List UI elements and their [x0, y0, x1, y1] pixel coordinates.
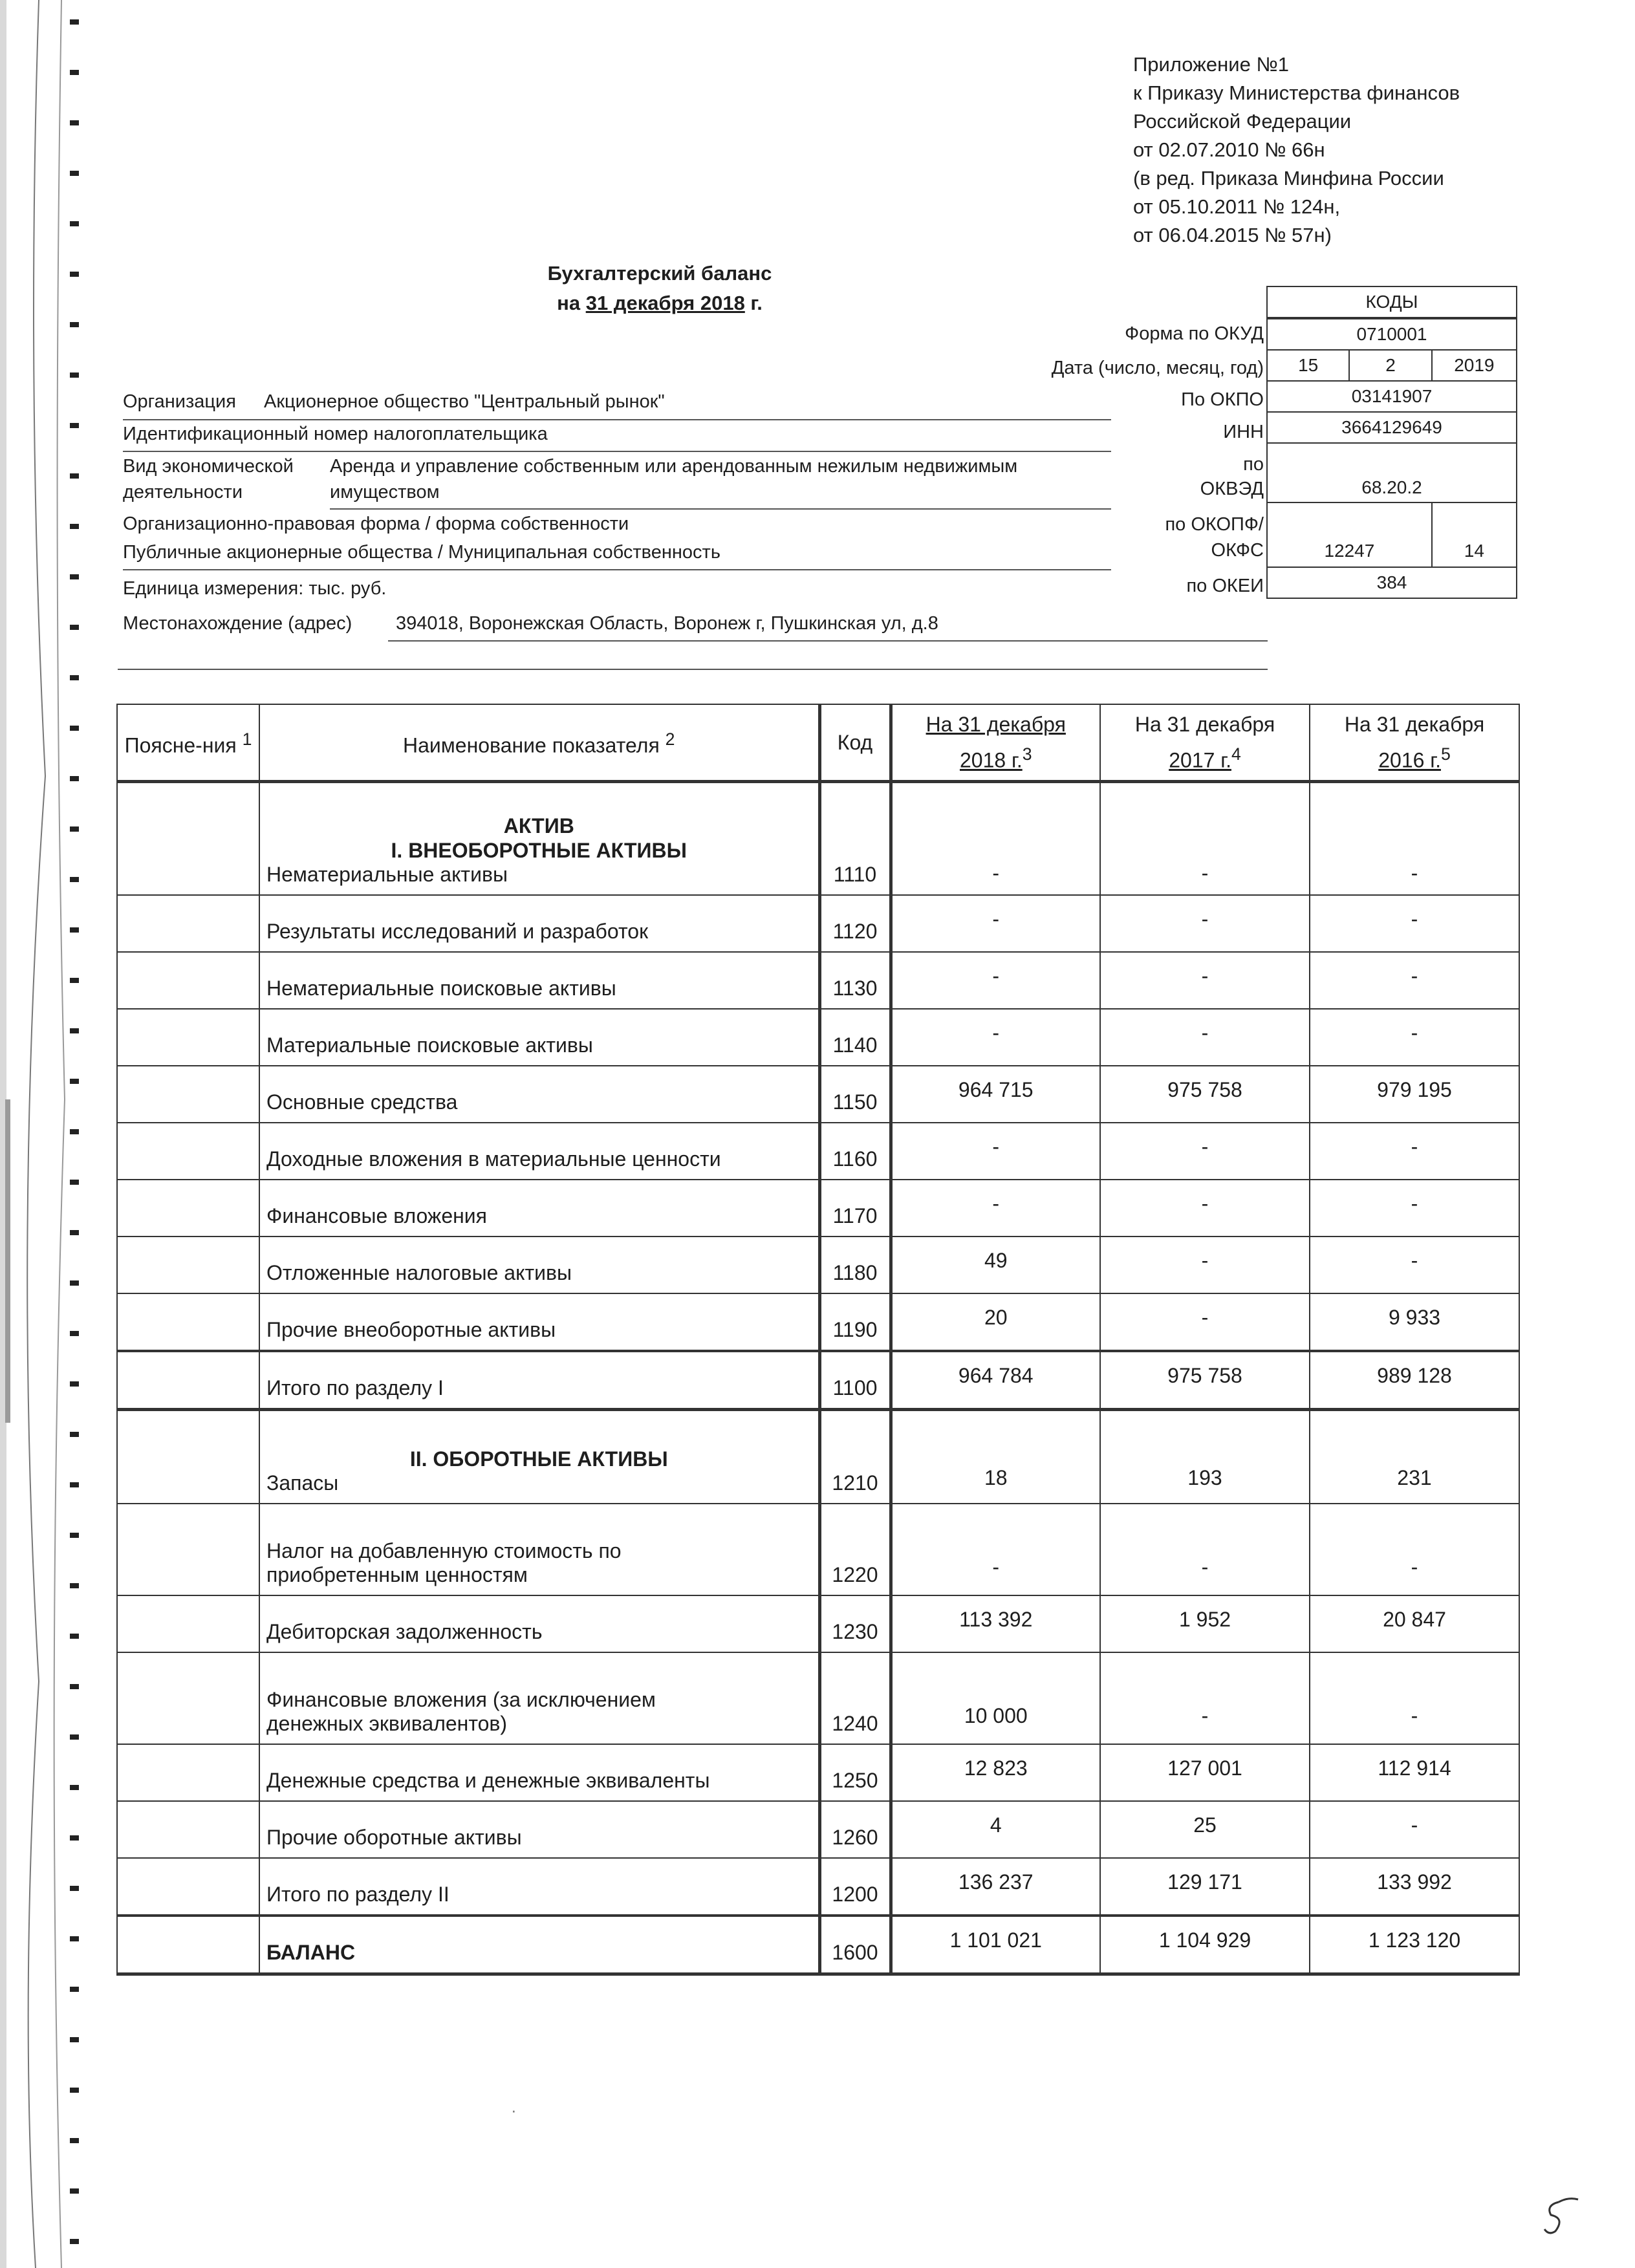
form-value: Публичные акционерные общества / Муниципальная собственность: [123, 542, 720, 563]
row-value-2016: 20 847: [1310, 1595, 1519, 1652]
row-name: Итого по разделу I: [259, 1351, 819, 1410]
okud-label: Форма по ОКУД: [1125, 323, 1264, 344]
rule: [123, 451, 1111, 452]
section-title: АКТИВ: [503, 814, 574, 837]
row-name: Отложенные налоговые активы: [259, 1237, 819, 1293]
binder-hole: [70, 1734, 79, 1740]
row-value-2018: -: [891, 1123, 1100, 1180]
okfs-value: 14: [1432, 502, 1517, 567]
row-code: 1140: [819, 1009, 891, 1066]
row-value-2016: -: [1310, 895, 1519, 952]
row-value-2017: 1 104 929: [1100, 1916, 1310, 1974]
binder-hole: [70, 423, 79, 428]
row-value-2016: -: [1310, 1801, 1519, 1858]
table-row: [117, 952, 1519, 1009]
row-name-line1: Финансовые вложения (за исключением: [266, 1688, 656, 1711]
row-name: Дебиторская задолженность: [259, 1595, 819, 1652]
row-value-2016: -: [1310, 1237, 1519, 1293]
header-2018: [891, 704, 1100, 782]
binder-hole: [70, 1230, 79, 1235]
row-value-2018: -: [891, 1504, 1100, 1595]
row-value-2018: 10 000: [891, 1652, 1100, 1744]
binder-hole: [70, 373, 79, 378]
row-value-2016: 979 195: [1310, 1066, 1519, 1123]
binder-hole: [70, 1684, 79, 1689]
header-2017-line2: [1107, 739, 1303, 775]
appendix-note: [1133, 50, 1460, 250]
header-note-sup: 1: [242, 729, 252, 750]
binder-hole: [70, 927, 79, 933]
row-value-2018: -: [891, 1180, 1100, 1237]
row-code: 1170: [819, 1180, 891, 1237]
binder-hole: [70, 19, 79, 25]
binder-hole: [70, 2138, 79, 2143]
address-label: Местонахождение (адрес): [123, 613, 352, 634]
table-row: [117, 1744, 1519, 1801]
binder-marks: [0, 0, 97, 2268]
header-name-sup: 2: [665, 729, 675, 750]
table-row: [117, 1123, 1519, 1180]
appendix-line: от 05.10.2011 № 124н,: [1133, 195, 1341, 218]
header-2018-year: 2018 г.: [959, 748, 1023, 772]
row-name: Денежные средства и денежные эквиваленты: [259, 1744, 819, 1801]
table-row: [117, 1504, 1519, 1595]
table-row: [117, 1066, 1519, 1123]
binder-hole: [70, 1835, 79, 1841]
row-code: 1110: [819, 782, 891, 896]
okpo-value: 03141907: [1267, 381, 1517, 412]
row-value-2018: -: [891, 1009, 1100, 1066]
header-2018-line2: [899, 739, 1094, 775]
table-row: [117, 895, 1519, 952]
binder-hole: [70, 221, 79, 226]
binder-hole: [70, 1129, 79, 1134]
table-row: [117, 1237, 1519, 1293]
activity-label-2: деятельности: [123, 482, 243, 502]
table-row-subtotal: [117, 1858, 1519, 1916]
row-value-2016: -: [1310, 782, 1519, 896]
row-name: Финансовые вложения: [259, 1180, 819, 1237]
binder-hole: [70, 877, 79, 882]
document-title: [492, 259, 828, 318]
okved-label-2: ОКВЭД: [1200, 479, 1264, 499]
rule: [123, 419, 1111, 420]
row-code: 1190: [819, 1293, 891, 1351]
row-value-2017: 975 758: [1100, 1351, 1310, 1410]
inn-value: 3664129649: [1267, 412, 1517, 443]
row-value-2017: 127 001: [1100, 1744, 1310, 1801]
table-row: [117, 782, 1519, 896]
row-name: Результаты исследований и разработок: [259, 895, 819, 952]
row-code: 1260: [819, 1801, 891, 1858]
row-name-line1: Налог на добавленную стоимость по: [266, 1539, 622, 1562]
binder-hole: [70, 1079, 79, 1084]
binder-hole: [70, 2037, 79, 2042]
row-code: 1130: [819, 952, 891, 1009]
row-name: Нематериальные поисковые активы: [259, 952, 819, 1009]
binder-hole: [70, 2239, 79, 2244]
row-code: 1100: [819, 1351, 891, 1410]
row-value-2017: -: [1100, 1180, 1310, 1237]
okved-value: 68.20.2: [1267, 443, 1517, 502]
codes-header: КОДЫ: [1267, 286, 1517, 318]
binder-hole: [70, 1331, 79, 1336]
row-code: 1240: [819, 1652, 891, 1744]
inn-code-label: ИНН: [1223, 422, 1264, 442]
row-value-2017: 975 758: [1100, 1066, 1310, 1123]
binder-hole: [70, 171, 79, 176]
okpo-label: По ОКПО: [1181, 389, 1264, 410]
date-month: 2: [1349, 350, 1431, 381]
title-line-1: Бухгалтерский баланс: [547, 262, 772, 285]
header-note: [117, 704, 259, 782]
date-year: 2019: [1432, 350, 1517, 381]
address-value: 394018, Воронежская Область, Воронеж г, Пушкинская ул, д.8: [396, 613, 938, 634]
row-value-2016: -: [1310, 1180, 1519, 1237]
title-date: 31 декабря 2018: [585, 292, 745, 314]
row-name: Основные средства: [259, 1066, 819, 1123]
binder-hole: [70, 826, 79, 832]
unit-label: Единица измерения: тыс. руб.: [123, 578, 387, 599]
row-code: 1200: [819, 1858, 891, 1916]
activity-label-1: Вид экономической: [123, 456, 294, 477]
row-value-2017: 1 952: [1100, 1595, 1310, 1652]
row-value-2018: -: [891, 952, 1100, 1009]
row-value-2017: -: [1100, 1504, 1310, 1595]
row-value-2017: 193: [1100, 1410, 1310, 1504]
row-value-2016: 1 123 120: [1310, 1916, 1519, 1974]
row-value-2018: 113 392: [891, 1595, 1100, 1652]
row-code: 1250: [819, 1744, 891, 1801]
table-row: [117, 1595, 1519, 1652]
row-name: Итого по разделу II: [259, 1858, 819, 1916]
okud-value: 0710001: [1267, 318, 1517, 350]
table-row: [117, 1180, 1519, 1237]
binder-hole: [70, 1886, 79, 1891]
okopf-label-1: по ОКОПФ/: [1165, 514, 1264, 535]
table-row-total: [117, 1916, 1519, 1974]
row-name: БАЛАНС: [259, 1916, 819, 1974]
row-value-2016: 9 933: [1310, 1293, 1519, 1351]
row-value-2018: 49: [891, 1237, 1100, 1293]
header-2017: [1100, 704, 1310, 782]
appendix-line: к Приказу Министерства финансов: [1133, 81, 1460, 104]
row-value-2017: -: [1100, 1123, 1310, 1180]
row-name-line2: приобретенным ценностям: [266, 1563, 528, 1586]
title-prefix: на: [557, 292, 586, 314]
binder-hole: [70, 1583, 79, 1588]
row-code: 1150: [819, 1066, 891, 1123]
header-2017-line1: На 31 декабря: [1134, 713, 1275, 737]
binder-hole: [70, 1028, 79, 1033]
table-row: [117, 1009, 1519, 1066]
inn-label: Идентификационный номер налогоплательщика: [123, 424, 548, 444]
row-value-2018: 18: [891, 1410, 1100, 1504]
row-name: [259, 782, 819, 896]
form-label: Организационно-правовая форма / форма собственности: [123, 513, 629, 534]
row-value-2016: -: [1310, 1123, 1519, 1180]
row-value-2016: -: [1310, 952, 1519, 1009]
row-name: Прочие внеоборотные активы: [259, 1293, 819, 1351]
table-row: [117, 1410, 1519, 1504]
rule: [330, 508, 1111, 510]
table-row: [117, 1801, 1519, 1858]
header-2018-line1: На 31 декабря: [926, 713, 1066, 737]
row-name: Доходные вложения в материальные ценности: [259, 1123, 819, 1180]
row-name: [259, 1504, 819, 1595]
header-2016-year: 2016 г.: [1378, 748, 1441, 772]
row-value-2018: 136 237: [891, 1858, 1100, 1916]
row-name: Прочие оборотные активы: [259, 1801, 819, 1858]
binder-hole: [70, 1634, 79, 1639]
header-note-text: Поясне-ния: [124, 733, 237, 757]
okved-label-1: по: [1243, 454, 1264, 475]
binder-hole: [70, 272, 79, 277]
header-code: Код: [819, 704, 891, 782]
title-line-2: [492, 288, 828, 318]
table-row-subtotal: [117, 1351, 1519, 1410]
row-code: 1120: [819, 895, 891, 952]
binder-hole: [70, 2188, 79, 2194]
binder-hole: [70, 1987, 79, 1992]
row-value-2016: 133 992: [1310, 1858, 1519, 1916]
header-2016-sup: 5: [1440, 744, 1451, 764]
row-code: 1600: [819, 1916, 891, 1974]
row-name: [259, 1652, 819, 1744]
row-value-2018: 1 101 021: [891, 1916, 1100, 1974]
binder-hole: [70, 473, 79, 479]
row-value-2018: 964 715: [891, 1066, 1100, 1123]
balance-table: [116, 704, 1519, 1976]
row-value-2018: -: [891, 895, 1100, 952]
rule: [388, 640, 1268, 642]
rule: [123, 569, 1111, 570]
okopf-label-2: ОКФС: [1211, 540, 1264, 561]
binder-hole: [70, 1533, 79, 1538]
row-value-2018: 12 823: [891, 1744, 1100, 1801]
row-value-2016: -: [1310, 1504, 1519, 1595]
row-value-2016: -: [1310, 1652, 1519, 1744]
row-value-2016: 231: [1310, 1410, 1519, 1504]
row-value-2017: 129 171: [1100, 1858, 1310, 1916]
row-value-2017: -: [1100, 895, 1310, 952]
row-name-line2: денежных эквивалентов): [266, 1712, 508, 1735]
table-row: [117, 1652, 1519, 1744]
row-value-2017: -: [1100, 1009, 1310, 1066]
rule: [118, 669, 1268, 670]
appendix-line: от 06.04.2015 № 57н): [1133, 224, 1332, 246]
binder-hole: [70, 574, 79, 579]
row-name-text: Запасы: [266, 1471, 339, 1495]
binder-hole: [70, 1280, 79, 1286]
header-2016-line1: На 31 декабря: [1344, 713, 1485, 737]
binder-hole: [70, 1180, 79, 1185]
header-2017-sup: 4: [1231, 744, 1241, 764]
row-code: 1180: [819, 1237, 891, 1293]
okei-label: по ОКЕИ: [1186, 576, 1264, 596]
row-value-2017: -: [1100, 1652, 1310, 1744]
scan-dot: ·: [511, 2101, 517, 2120]
date-day: 15: [1267, 350, 1349, 381]
binder-hole: [70, 726, 79, 731]
title-suffix: г.: [744, 292, 763, 314]
row-value-2018: 20: [891, 1293, 1100, 1351]
org-value: Акционерное общество "Центральный рынок": [264, 391, 665, 412]
header-2016-line2: [1317, 739, 1512, 775]
row-code: 1230: [819, 1595, 891, 1652]
binder-hole: [70, 625, 79, 630]
binder-hole: [70, 120, 79, 125]
codes-box: [1266, 286, 1517, 599]
binder-hole: [70, 322, 79, 327]
date-label: Дата (число, месяц, год): [1051, 358, 1264, 378]
binder-hole: [70, 1381, 79, 1387]
binder-hole: [70, 2088, 79, 2093]
appendix-line: (в ред. Приказа Минфина России: [1133, 167, 1444, 189]
header-2017-year: 2017 г.: [1169, 748, 1231, 772]
appendix-line: Российской Федерации: [1133, 110, 1352, 133]
table-row: [117, 1293, 1519, 1351]
header-name-text: Наименование показателя: [403, 733, 660, 757]
binder-hole: [70, 524, 79, 529]
section-subtitle: I. ВНЕОБОРОТНЫЕ АКТИВЫ: [391, 839, 687, 862]
row-value-2016: -: [1310, 1009, 1519, 1066]
binder-hole: [70, 675, 79, 680]
row-value-2017: -: [1100, 782, 1310, 896]
binder-hole: [70, 978, 79, 983]
activity-value-1: Аренда и управление собственным или арендованным нежилым недвижимым: [330, 456, 1018, 477]
appendix-line: Приложение №1: [1133, 53, 1289, 76]
row-value-2017: -: [1100, 1237, 1310, 1293]
row-code: 1210: [819, 1410, 891, 1504]
handwritten-page-mark: [1533, 2189, 1585, 2241]
row-value-2017: -: [1100, 1293, 1310, 1351]
binder-hole: [70, 1482, 79, 1487]
row-name-text: Нематериальные активы: [266, 863, 508, 886]
binder-hole: [70, 1432, 79, 1437]
row-value-2018: 964 784: [891, 1351, 1100, 1410]
okei-value: 384: [1267, 567, 1517, 598]
row-value-2017: 25: [1100, 1801, 1310, 1858]
binder-hole: [70, 1785, 79, 1790]
row-value-2018: 4: [891, 1801, 1100, 1858]
row-name: [259, 1410, 819, 1504]
appendix-line: от 02.07.2010 № 66н: [1133, 138, 1325, 161]
row-value-2017: -: [1100, 952, 1310, 1009]
org-label: Организация: [123, 391, 236, 412]
row-value-2016: 112 914: [1310, 1744, 1519, 1801]
activity-value-2: имуществом: [330, 482, 440, 502]
row-value-2016: 989 128: [1310, 1351, 1519, 1410]
okopf-value: 12247: [1267, 502, 1432, 567]
binder-hole: [70, 70, 79, 75]
row-name: Материальные поисковые активы: [259, 1009, 819, 1066]
row-code: 1220: [819, 1504, 891, 1595]
row-value-2018: -: [891, 782, 1100, 896]
header-2018-sup: 3: [1022, 744, 1032, 764]
row-code: 1160: [819, 1123, 891, 1180]
section-title: II. ОБОРОТНЫЕ АКТИВЫ: [409, 1447, 668, 1471]
header-2016: [1310, 704, 1519, 782]
binder-hole: [70, 776, 79, 781]
binder-hole: [70, 1936, 79, 1941]
header-name: [259, 704, 819, 782]
